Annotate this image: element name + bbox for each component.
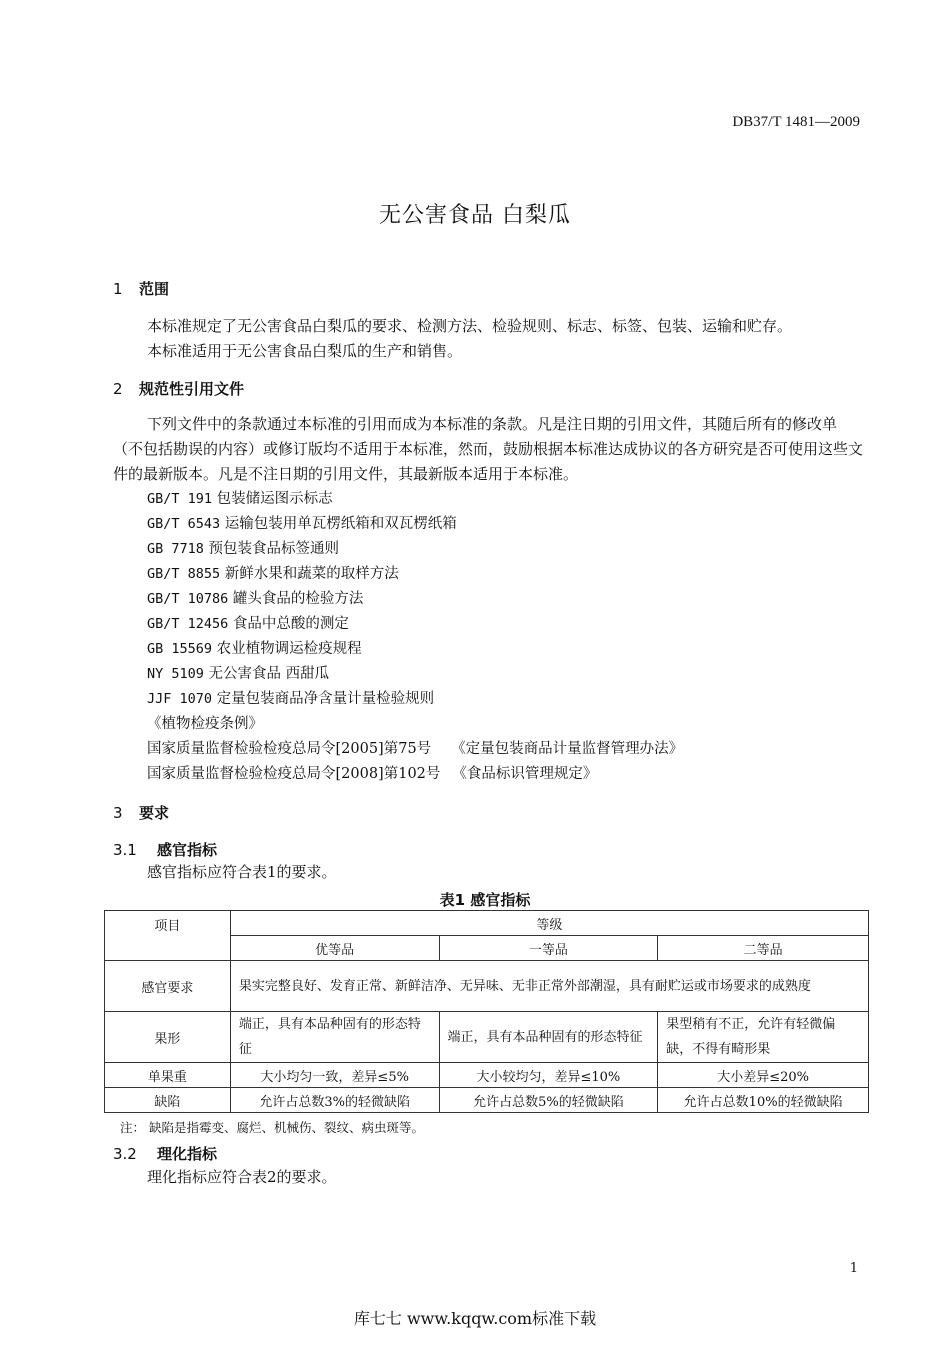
reference-title: 《食品标识管理规定》	[452, 766, 598, 782]
reference-item: 《植物检疫条例》	[147, 716, 263, 732]
section-number: 1	[113, 280, 123, 298]
page-title: 无公害食品 白梨瓜	[379, 203, 571, 228]
reference-item	[147, 737, 683, 762]
section-3-1-text: 感官指标应符合表1的要求。	[147, 863, 337, 881]
reference-item	[147, 762, 597, 787]
table-cell: 允许占总数5%的轻微缺陷	[439, 1088, 658, 1113]
table-row	[105, 1063, 869, 1088]
section-title: 范围	[139, 280, 170, 298]
table-row	[105, 1012, 869, 1063]
reference-title: 无公害食品 西甜瓜	[208, 666, 330, 682]
table-row	[105, 1088, 869, 1113]
reference-code: GB/T 191	[147, 491, 213, 507]
section-title: 理化指标	[157, 1145, 218, 1163]
table-row	[105, 961, 869, 1012]
table-1-title: 表1 感官指标	[439, 891, 531, 909]
reference-title: 定量包装商品净含量计量检验规则	[216, 691, 435, 707]
reference-code: GB/T 8855	[147, 566, 221, 582]
section-number: 2	[113, 380, 123, 398]
table-header-cell: 优等品	[230, 936, 439, 961]
section-3-2-heading	[113, 1143, 217, 1164]
reference-item	[147, 612, 349, 637]
section-number: 3.1	[113, 841, 137, 859]
section-2-intro: 下列文件中的条款通过本标准的引用而成为本标准的条款。凡是注日期的引用文件，其随后所有的修改单（不包括勘误的内容）或修订版均不适用于本标准，然而，鼓励根据本标准达成协议的各方研究是否可使用这些文件的最新版本。凡是不注日期的引用文件，其最新版本适用于本标准。	[113, 415, 864, 483]
section-title: 要求	[139, 804, 170, 822]
reference-item	[147, 637, 362, 662]
reference-decree: 国家质量监督检验检疫总局令[2005]第75号	[147, 741, 432, 757]
table-header-grade: 等级	[230, 911, 868, 936]
reference-code: GB/T 6543	[147, 516, 221, 532]
section-number: 3.2	[113, 1145, 137, 1163]
table-cell: 端正，具有本品种固有的形态特征	[230, 1012, 439, 1063]
reference-code: GB 15569	[147, 641, 213, 657]
table-cell: 允许占总数3%的轻微缺陷	[230, 1088, 439, 1113]
table-row-label: 单果重	[105, 1063, 231, 1088]
reference-item	[147, 487, 333, 512]
reference-code: GB 7718	[147, 541, 204, 557]
table-cell: 果实完整良好、发育正常、新鲜洁净、无异味、无非正常外部潮湿，具有耐贮运或市场要求的成熟度	[230, 961, 868, 1012]
section-2-heading	[113, 378, 244, 399]
table-note: 注： 缺陷是指霉变、腐烂、机械伤、裂纹、病虫斑等。	[120, 1120, 424, 1135]
reference-title: 农业植物调运检疫规程	[216, 641, 362, 657]
table-cell: 果型稍有不正，允许有轻微偏缺，不得有畸形果	[658, 1012, 869, 1063]
reference-title: 食品中总酸的测定	[232, 616, 349, 632]
section-3-1-heading	[113, 839, 217, 860]
reference-code: GB/T 12456	[147, 616, 229, 632]
sensory-table	[104, 910, 869, 1113]
document-code: DB37/T 1481—2009	[732, 114, 860, 130]
reference-item	[147, 662, 329, 687]
reference-item	[147, 687, 434, 712]
reference-item	[147, 562, 399, 587]
table-cell: 大小均匀一致，差异≤5%	[230, 1063, 439, 1088]
table-cell: 大小差异≤20%	[658, 1063, 869, 1088]
reference-title: 《定量包装商品计量监督管理办法》	[451, 741, 684, 757]
table-header-cell: 二等品	[658, 936, 869, 961]
reference-item	[147, 512, 457, 537]
section-1-heading	[113, 278, 169, 299]
section-1-para-2: 本标准适用于无公害食品白梨瓜的生产和销售。	[147, 342, 463, 360]
reference-item	[147, 537, 339, 562]
reference-title: 罐头食品的检验方法	[232, 591, 364, 607]
table-header-row	[105, 911, 869, 936]
reference-code: JJF 1070	[147, 691, 213, 707]
section-title: 感官指标	[157, 841, 218, 859]
reference-title: 新鲜水果和蔬菜的取样方法	[224, 566, 399, 582]
table-row-label: 果形	[105, 1012, 231, 1063]
table-cell: 大小较均匀，差异≤10%	[439, 1063, 658, 1088]
section-3-heading	[113, 802, 169, 823]
section-3-2-text: 理化指标应符合表2的要求。	[147, 1168, 337, 1186]
section-1-para-1: 本标准规定了无公害食品白梨瓜的要求、检测方法、检验规则、标志、标签、包装、运输和贮存。	[147, 317, 793, 335]
footer-watermark: 库七七 www.kqqw.com标准下载	[353, 1309, 597, 1328]
table-row-label: 感官要求	[105, 961, 231, 1012]
section-title: 规范性引用文件	[139, 380, 245, 398]
table-header-item: 项目	[105, 911, 231, 961]
reference-code: GB/T 10786	[147, 591, 229, 607]
reference-title: 包装储运图示标志	[216, 491, 333, 507]
reference-title: 预包装食品标签通则	[208, 541, 340, 557]
page-number: 1	[849, 1261, 858, 1276]
reference-decree: 国家质量监督检验检疫总局令[2008]第102号	[147, 766, 441, 782]
reference-code: NY 5109	[147, 666, 204, 682]
table-row-label: 缺陷	[105, 1088, 231, 1113]
table-cell: 端正，具有本品种固有的形态特征	[439, 1012, 658, 1063]
table-header-cell: 一等品	[439, 936, 658, 961]
table-cell: 允许占总数10%的轻微缺陷	[658, 1088, 869, 1113]
section-number: 3	[113, 804, 123, 822]
reference-item	[147, 587, 363, 612]
reference-title: 运输包装用单瓦楞纸箱和双瓦楞纸箱	[224, 516, 457, 532]
